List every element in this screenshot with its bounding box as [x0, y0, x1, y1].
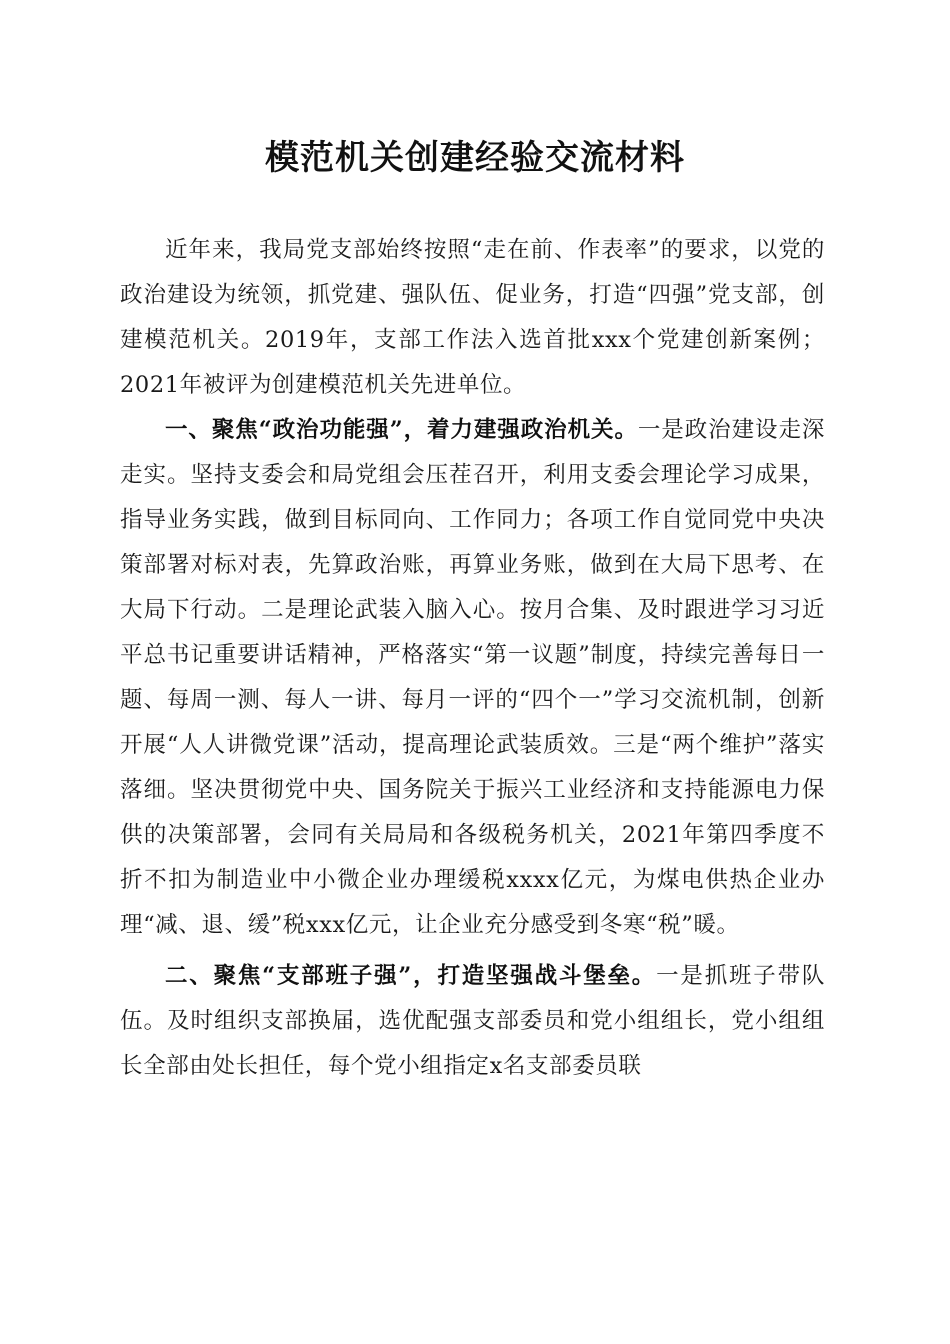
section-2-text: 一是抓班子带队伍。及时组织支部换届，选优配强支部委员和党小组组长，党小组组长全部由处长担任，每个党小组指定x名支部委员联: [120, 963, 825, 1079]
paragraph-intro: [120, 228, 825, 408]
paragraph-section-2: [120, 954, 825, 1089]
section-1-text: 一是政治建设走深走实。坚持支委会和局党组会压茬召开，利用支委会理论学习成果，指导业务实践，做到目标同向、工作同力；各项工作自觉同党中央决策部署对标对表，先算政治账，再算业务账，做到在大局下思考、在大局下行动。二是理论武装入脑入心。按月合集、及时跟进学习习近平总书记重要讲话精神，严格落实“第一议题”制度，持续完善每日一题、每周一测、每人一讲、每月一评的“四个一”学习交流机制，创新开展“人人讲微党课”活动，提高理论武装质效。三是“两个维护”落实落细。坚决贯彻党中央、国务院关于振兴工业经济和支持能源电力保供的决策部署，会同有关局局和各级税务机关，2021年第四季度不折不扣为制造业中小微企业办理缓税xxxx亿元，为煤电供热企业办理“减、退、缓”税xxx亿元，让企业充分感受到冬寒“税”暖。: [120, 417, 825, 938]
paragraph-section-1: [120, 408, 825, 948]
section-1-heading: 一、聚焦“政治功能强”，着力建强政治机关。: [165, 417, 638, 443]
document-title: 模范机关创建经验交流材料: [265, 138, 685, 178]
paragraph-text: 近年来，我局党支部始终按照“走在前、作表率”的要求，以党的政治建设为统领，抓党建、强队伍、促业务，打造“四强”党支部，创建模范机关。2019年，支部工作法入选首批xxx个党建创新案例；2021年被评为创建模范机关先进单位。: [120, 237, 825, 398]
section-2-heading: 二、聚焦“支部班子强”，打造坚强战斗堡垒。: [165, 963, 657, 989]
document-body: [120, 228, 825, 1089]
